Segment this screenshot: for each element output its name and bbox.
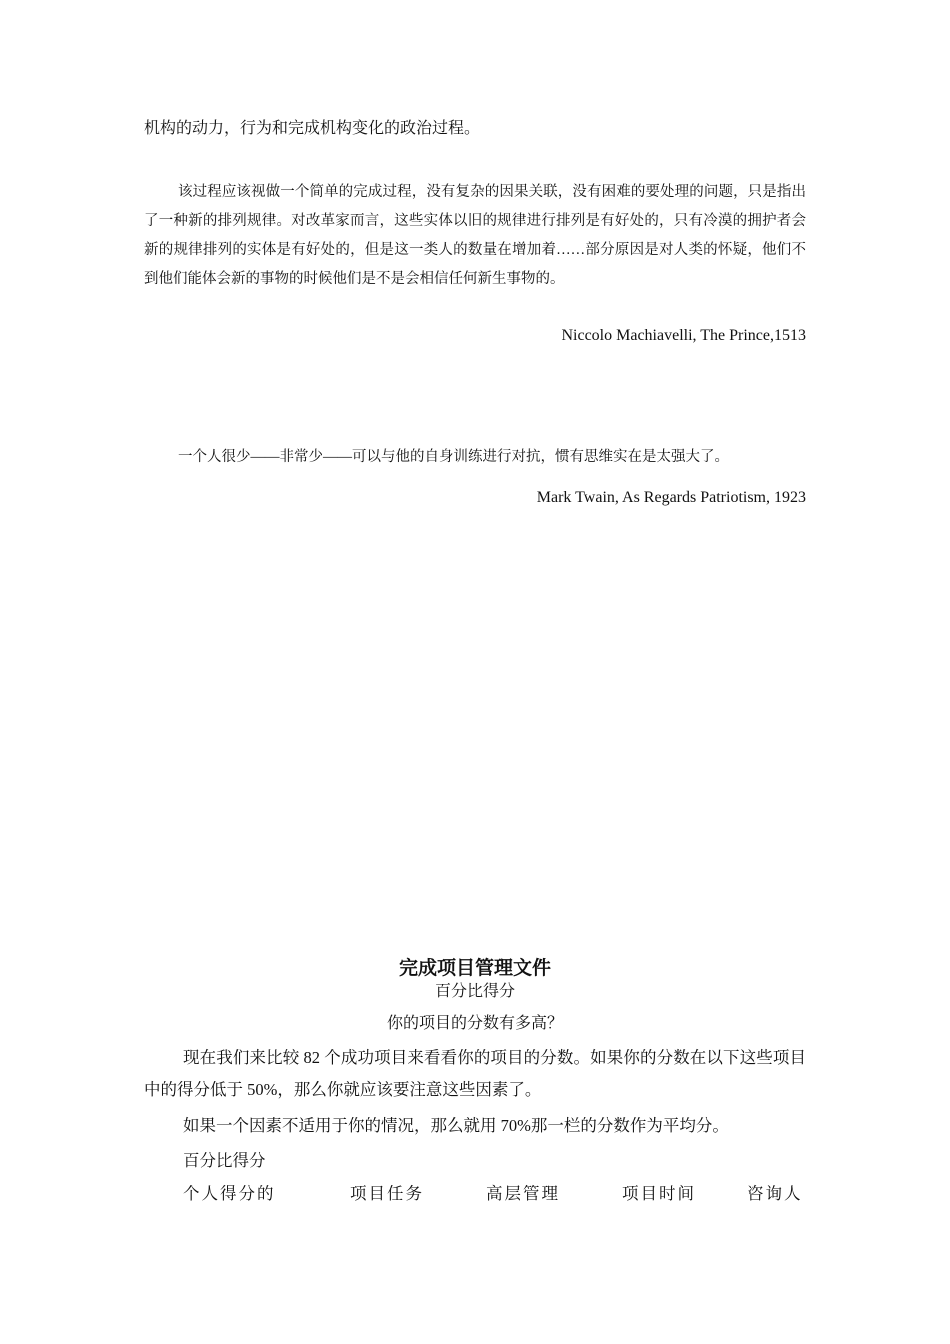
top-paragraph: 机构的动力，行为和完成机构变化的政治过程。	[144, 120, 481, 137]
table-header-project-time: 项目时间	[622, 1184, 696, 1203]
machiavelli-attribution: Niccolo Machiavelli, The Prince,1513	[561, 327, 806, 344]
body-paragraph-3: 百分比得分	[183, 1151, 266, 1170]
table-header-senior-management: 高层管理	[486, 1184, 560, 1203]
table-header-consultant: 咨询人	[747, 1184, 803, 1203]
section-title: 完成项目管理文件	[398, 957, 551, 979]
twain-attribution: Mark Twain, As Regards Patriotism, 1923	[536, 489, 806, 506]
section-question: 你的项目的分数有多高？	[386, 1015, 563, 1032]
table-header-personal-score: 个人得分的	[183, 1184, 276, 1203]
machiavelli-quote: 该过程应该视做一个简单的完成过程，没有复杂的因果关联，没有困难的要处理的问题，只是指出了一种新的排列规律。对改革家而言，这些实体以旧的规律进行排列是有好处的，只有冷漠的拥护者会新的规律排列的实体是有好处的，但是这一类人的数量在增加着……部分原因是对人类的怀疑，他们不到他们能体会新的事物的时候他们是不是会相信任何新生事物的。	[144, 184, 806, 287]
table-header-project-task: 项目任务	[350, 1184, 424, 1203]
body-paragraph-2: 如果一个因素不适用于你的情况，那么就用 70%那一栏的分数作为平均分。	[183, 1116, 729, 1135]
section-subtitle: 百分比得分	[434, 983, 515, 1000]
twain-quote: 一个人很少——非常少——可以与他的自身训练进行对抗，惯有思维实在是太强大了。	[178, 449, 729, 465]
body-paragraph-1: 现在我们来比较 82 个成功项目来看看你的项目的分数。如果你的分数在以下这些项目中的得分低于 50%，那么你就应该要注意这些因素了。	[144, 1048, 806, 1099]
